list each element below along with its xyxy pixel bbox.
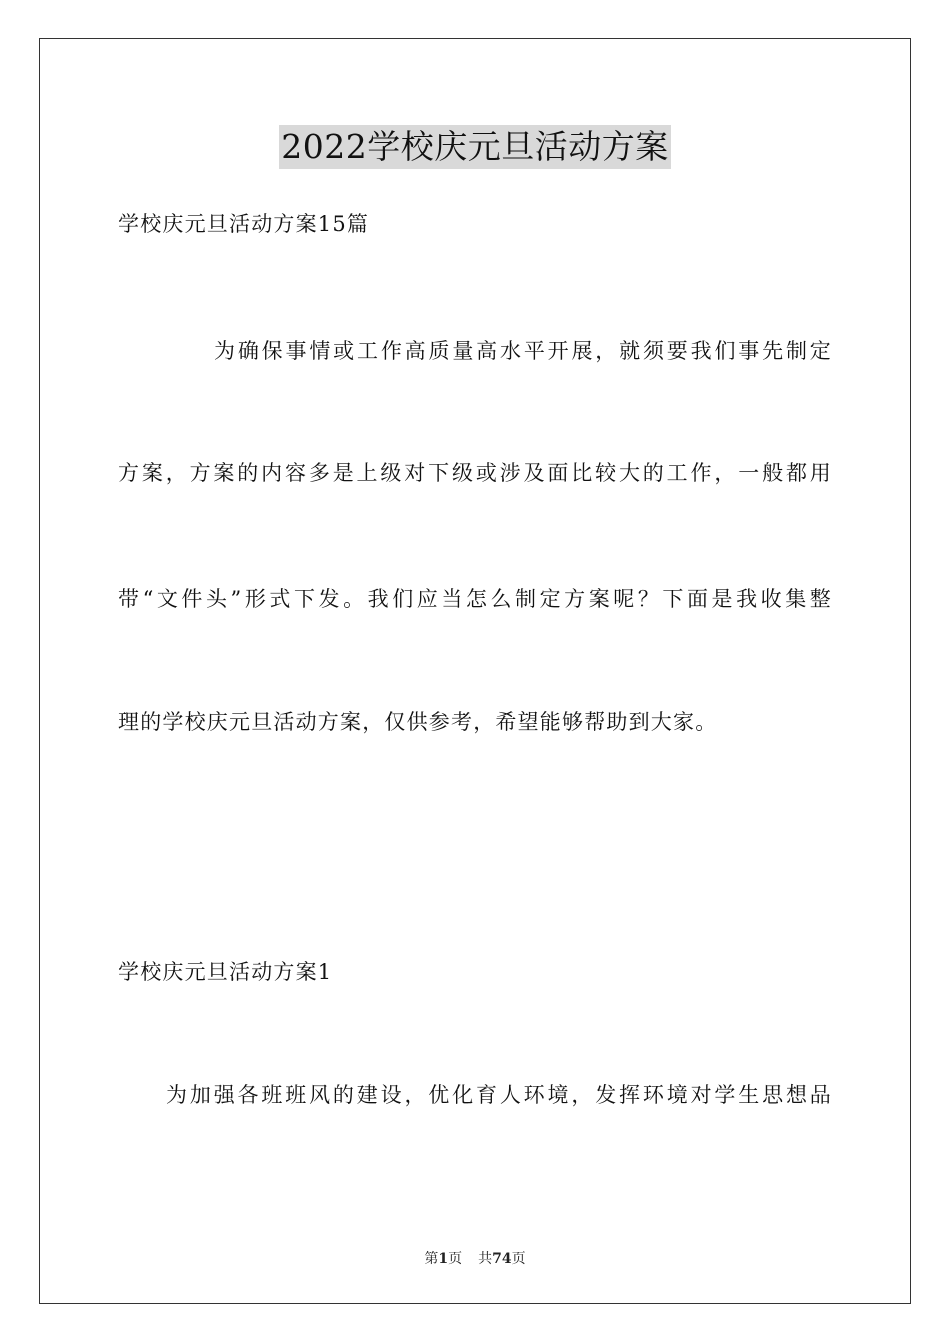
section-paragraph-line-1: 为加强各班班风的建设，优化育人环境，发挥环境对学生思想品 [166,1083,832,1107]
intro-paragraph-line-1: 为确保事情或工作高质量高水平开展，就须要我们事先制定 [214,339,832,363]
intro-paragraph-line-3: 带“文件头”形式下发。我们应当怎么制定方案呢？下面是我收集整 [118,587,832,611]
title-container [0,125,950,169]
document-title: 2022学校庆元旦活动方案 [279,125,670,169]
footer-page-prefix: 第 [424,1251,439,1267]
footer-page-total: 74 [492,1251,512,1267]
section-heading: 学校庆元旦活动方案1 [118,960,333,984]
intro-paragraph-line-2: 方案，方案的内容多是上级对下级或涉及面比较大的工作，一般都用 [118,461,832,485]
footer-page-current: 1 [438,1251,449,1267]
intro-paragraph-line-4: 理的学校庆元旦活动方案，仅供参考，希望能够帮助到大家。 [118,710,718,734]
document-subtitle: 学校庆元旦活动方案15篇 [118,212,370,236]
footer-total-prefix: 共 [478,1251,493,1267]
footer-total-suffix: 页 [511,1251,526,1267]
footer-page-suffix: 页 [448,1251,463,1267]
page-footer [0,1248,950,1268]
